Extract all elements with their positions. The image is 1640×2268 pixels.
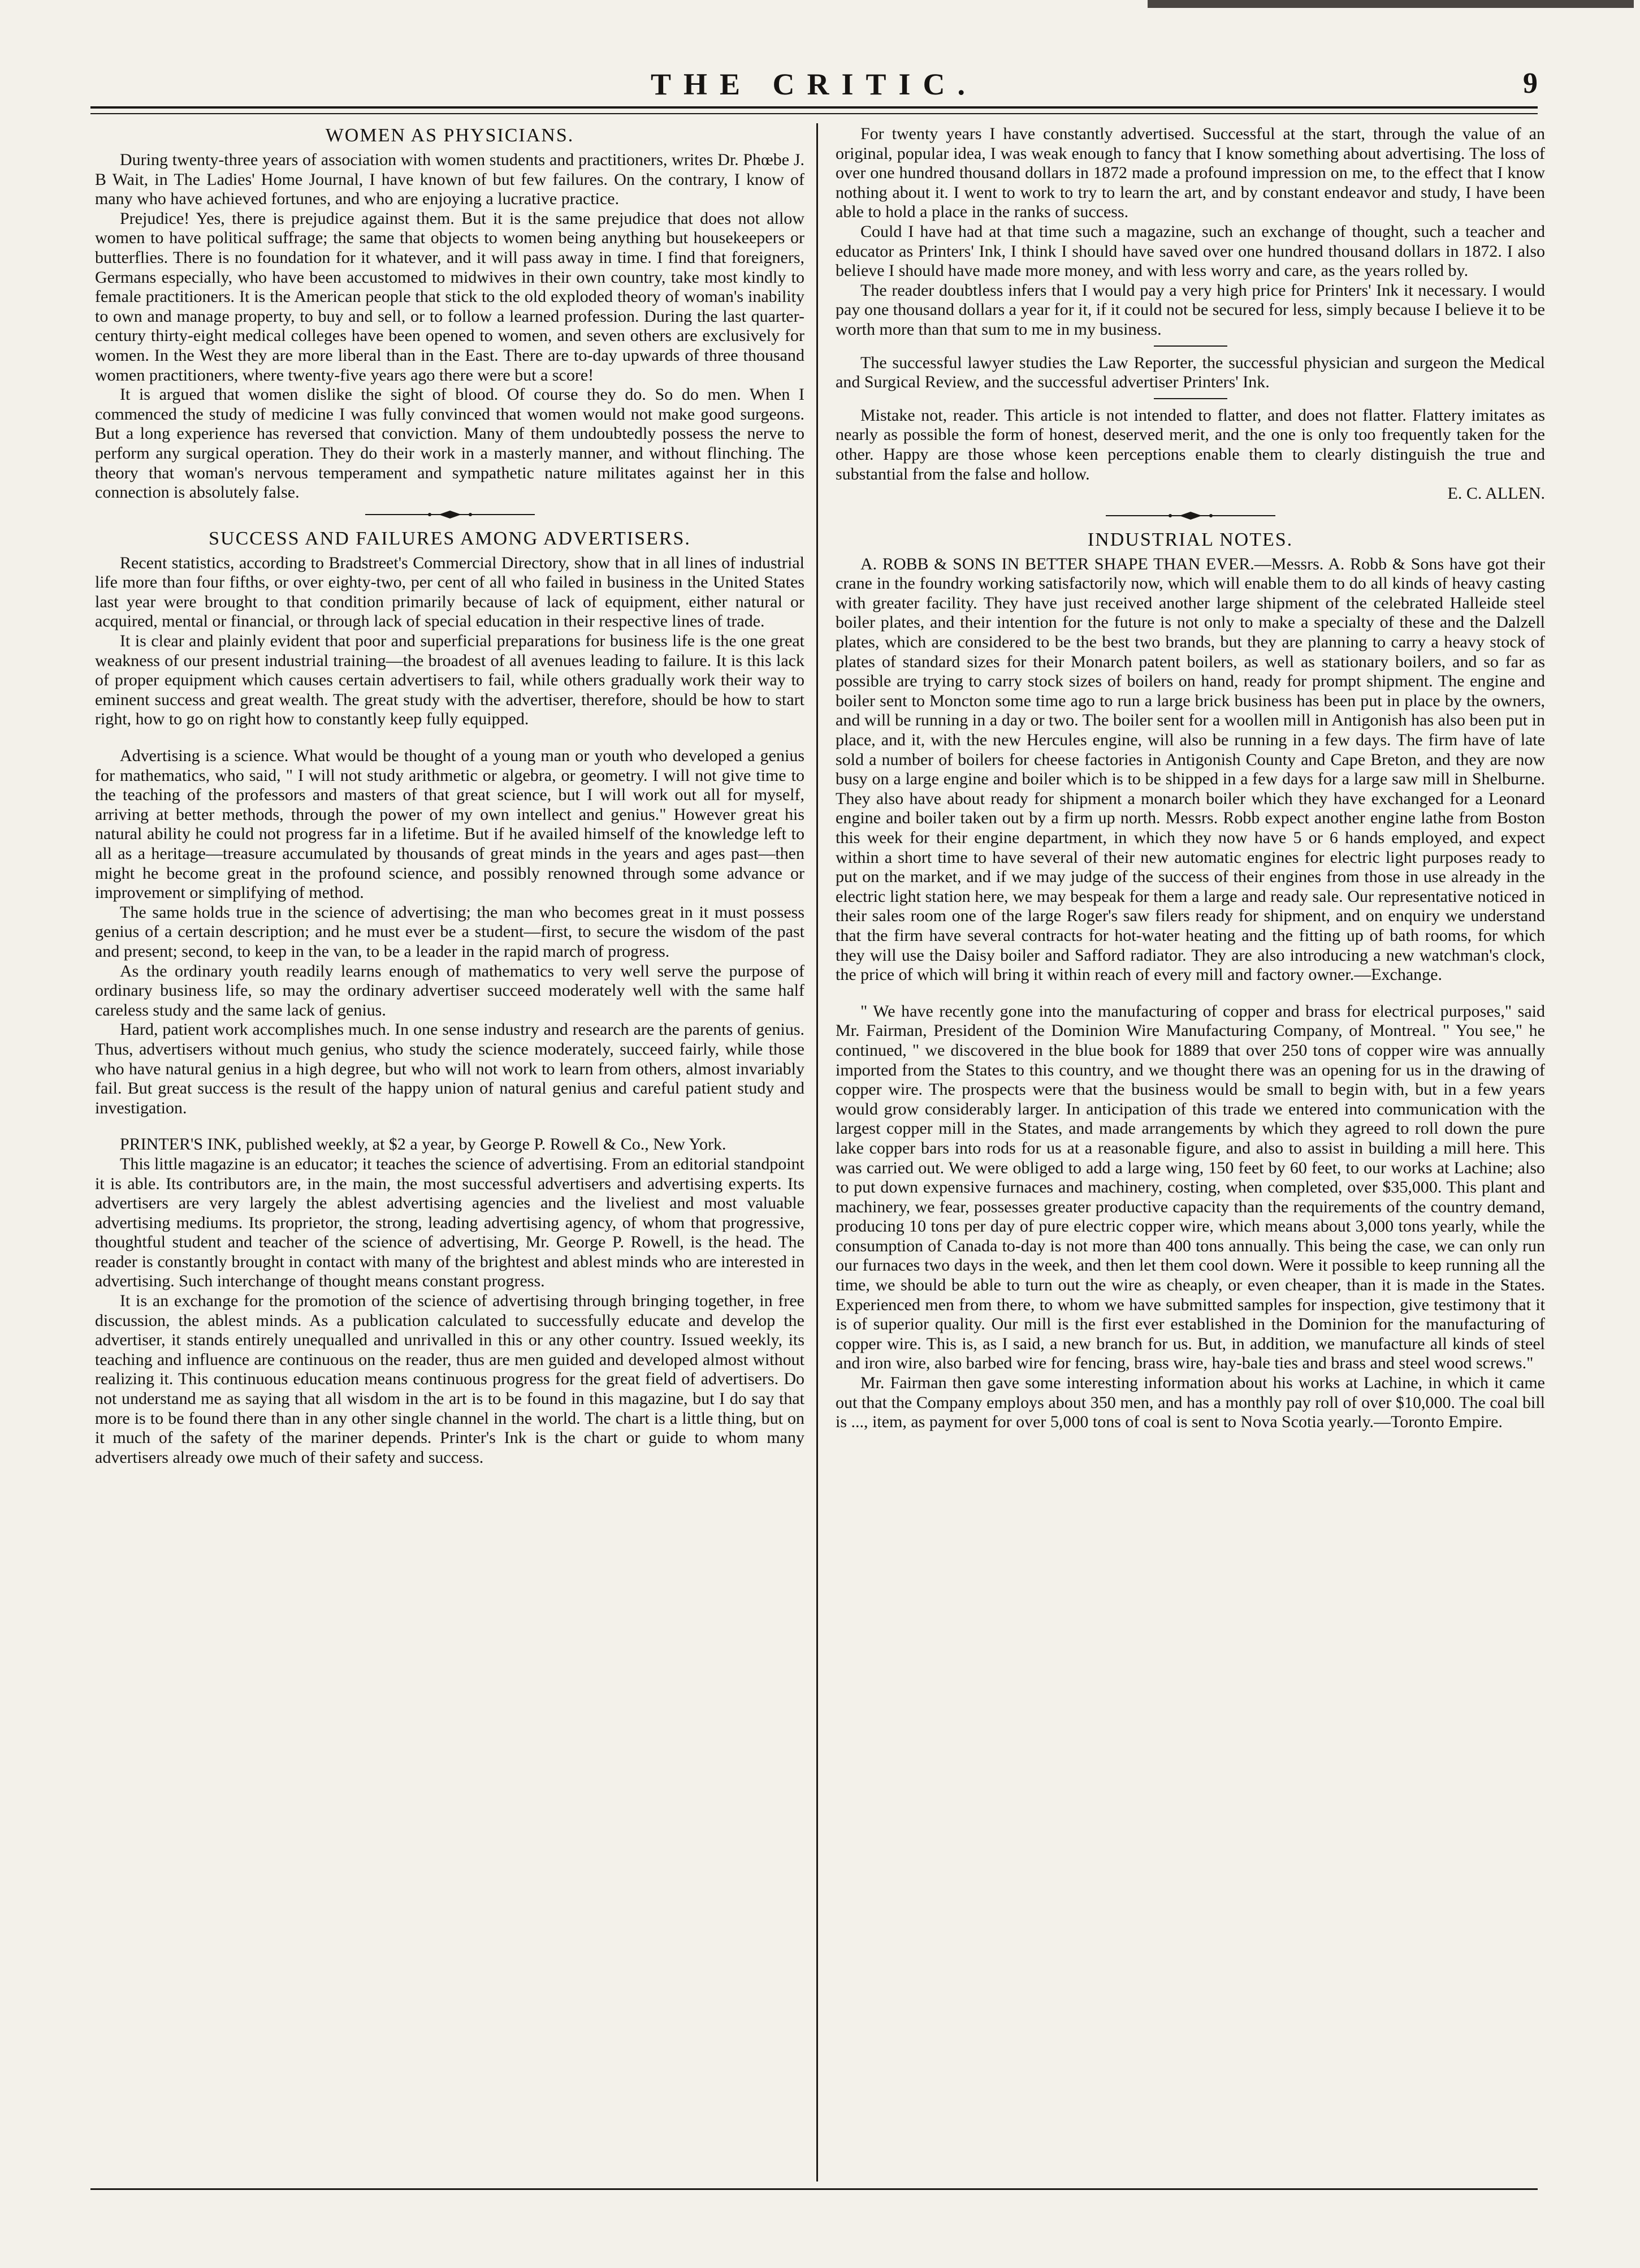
paragraph: For twenty years I have constantly advertised. Successful at the start, through the value of an original, popular idea, I was weak enough to fancy that I know something about advertising. The loss of over one hundred thousand dollars in 1872 made a profound impression on me, to the effect that I know nothing about it. I went to work to try to learn the art, and by constant endeavor and study, I have been able to hold a place in the ranks of success. bbox=[836, 124, 1545, 222]
paragraph: As the ordinary youth readily learns enough of mathematics to very well serve the purpose of ordinary business life, so may the ordinary advertiser succeed moderately well with the same half careless study and the same lack of genius. bbox=[95, 961, 804, 1019]
paragraph: This little magazine is an educator; it teaches the science of advertising. From an editorial standpoint it is able. Its contributors are, in the main, the most successful advertisers and advertising experts. Its advertisers are very largely the ablest advertising agencies and the liveliest and most valuable advertising mediums. Its proprietor, the strong, leading advertising agency, of whom that progressive, thoughtful student and teacher of the science of advertising, Mr. George P. Rowell, is the head. The reader is constantly brought in contact with many of the brightest and ablest minds who are interested in advertising. Such interchange of thought means constant progress. bbox=[95, 1154, 804, 1291]
separator-rule bbox=[1154, 345, 1227, 347]
paragraph: Recent statistics, according to Bradstreet's Commercial Directory, show that in all lines of industrial life more than four fifths, or over eighty-two, per cent of all who failed in business in the United States last year were brought to that condition primarily because of lack of equipment, either natural or acquired, mental or financial, or through lack of special education in their respective lines of trade. bbox=[95, 553, 804, 631]
paragraph: A. ROBB & SONS IN BETTER SHAPE THAN EVER.—Messrs. A. Robb & Sons have got their crane in the foundry working satisfactorily now, which will enable them to do all kinds of heavy casting with greater facility. They have just received another large shipment of the celebrated Halleide steel boiler plates, and their intention for the future is not only to make a specialty of these and the Dalzell plates, which are considered to be the best two brands, but they are planning to carry a heavy stock of plates of standard sizes for their Monarch patent boilers, as well as stationary boilers, and so far as possible are trying to carry stock sizes of boilers on hand, ready for prompt shipment. The engine and boiler sent to Moncton some time ago to run a large brick business has been put in place by the owners, and will be running in a day or two. The boiler sent for a woollen mill in Antigonish has also been put in place, and it, with the new Hercules engine, will also be running in a few days. The firm have of late sold a number of boilers for cheese factories in Antigonish County and Cape Breton, and they are now busy on a large engine and boiler which is to be shipped in a few days for a large saw mill in Shelburne. They also have about ready for shipment a monarch boiler which they have exchanged for a Leonard engine and boiler taken out by a firm up north. Messrs. Robb expect another engine lathe from Boston this week for their engine department, in which they now have 5 or 6 hands employed, and expect within a short time to have several of their new automatic engines for electric light purposes ready to put on the market, and if we may judge of the success of their engines from those in use already in the electric light station here, we may bespeak for them a large and ready sale. Our representative noticed in their sales room one of the large Roger's saw filers ready for shipment, and on enquiry we understand that the firm have several contracts for hot-water heating and the fitting up of bath rooms, for which they will use the Daisy boiler and Safford radiator. They are also introducing a new watchman's clock, the price of which will bring it within reach of every mill and factory owner.—Exchange. bbox=[836, 554, 1545, 984]
paragraph: Hard, patient work accomplishes much. In one sense industry and research are the parents of genius. Thus, advertisers without much genius, who study the science moderately, succeed fairly, while those who have natural genius in a high degree, but who will not work to learn from others, almost invariably fail. But great success is the result of the happy union of natural genius and careful patient study and investigation. bbox=[95, 1020, 804, 1117]
paragraph: It is an exchange for the promotion of the science of advertising through bringing together, in free discussion, the ablest minds. As a publication calculated to successfully educate and develop the advertiser, it stands entirely unequalled and unrivalled in this or any other country. Issued weekly, its teaching and influence are continuous on the reader, thus are men guided and developed almost without realizing it. This continuous education means continuous progress for the great field of advertisers. Do not understand me as saying that all wisdom in the art is to be found in this magazine, but I do say that more is to be found there than in any other single channel in the world. The chart is a little thing, but on it much of the safety of the mariner depends. Printer's Ink is the chart or guide to whom many advertisers already owe much of their safety and success. bbox=[95, 1291, 804, 1467]
article-heading-industrial-notes: INDUSTRIAL NOTES. bbox=[1087, 529, 1293, 550]
paragraph: Advertising is a science. What would be thought of a young man or youth who developed a genius for mathematics, who said, " I will not study arithmetic or algebra, or geometry. I will not give time to the teaching of the professors and masters of that great science, but I will work out all for myself, arriving at better methods, through the power of my own intellect and genius." However great his natural ability he could not progress far in a lifetime. But if he availed himself of the knowledge left to all as a heritage—treasure accumulated by thousands of great minds in the years and ages past—then might he become great in the profound science, and possibly renowned through some advance or improvement or simplifying of method. bbox=[95, 746, 804, 902]
paragraph: Mistake not, reader. This article is not intended to flatter, and does not flatter. Flattery imitates as nearly as possible the form of honest, deserved merit, and the one is only too frequently taken for the other. Happy are those whose keen perceptions enable them to clearly distinguish the true and substantial from the false and hollow. bbox=[836, 405, 1545, 483]
author-signature: E. C. ALLEN. bbox=[1447, 484, 1545, 503]
page-bottom-rule bbox=[90, 2188, 1538, 2190]
scan-edge-mark bbox=[1148, 0, 1634, 8]
article-heading-women-physicians: WOMEN AS PHYSICIANS. bbox=[325, 125, 574, 146]
paragraph: " We have recently gone into the manufacturing of copper and brass for electrical purposes," said Mr. Fairman, President of the Dominion Wire Manufacturing Company, of Montreal. " You see," he continued, " we discovered in the blue book for 1889 that over 250 tons of copper wire was annually imported from the States to this country, and we thought there was an opening for us in the drawing of copper wire. The prospects were that the business would be small to begin with, but in a few years would grow considerably larger. In anticipation of this trade we entered into communication with the largest copper mill in the States, and made arrangements by which they agreed to roll down the pure lake copper bars into rods for us at a reasonable figure, and also to assist in building a mill here. This was carried out. We were obliged to add a large wing, 150 feet by 60 feet, to our works at Lachine; also to put down expensive furnaces and machinery, costing, when completed, over $35,000. This plant and machinery, we fear, possesses greater productive capacity than the requirements of the country demand, producing 10 tons per day of pure electric copper wire, which means about 3,000 tons yearly, while the consumption of Canada to-day is not more than 400 tons annually. This being the case, we can only run our furnaces two days in the week, and then let them cool down. Were it possible to keep running all the time, we should be able to turn out the wire as cheaply, or even cheaper, than it is made in the States. Experienced men from there, to whom we have submitted samples for inspection, give testimony that it is of superior quality. Our mill is the first ever established in the Dominion for the manufacturing of copper wire. This is, as I said, a new branch for us. But, in addition, we manufacture all kinds of steel and iron wire, also barbed wire for fencing, brass wire, hay-bale ties and brass and steel wood screws." bbox=[836, 1001, 1545, 1373]
paragraph: Could I have had at that time such a magazine, such an exchange of thought, such a teacher and educator as Printers' Ink, I think I should have saved over one hundred thousand dollars in 1872. I also believe I should have made more money, and with less worry and care, as the years rolled by. bbox=[836, 222, 1545, 280]
left-column bbox=[95, 124, 804, 2183]
masthead-rule-thin bbox=[90, 113, 1538, 114]
paragraph-gap bbox=[836, 985, 1545, 1002]
article-heading-success-failures: SUCCESS AND FAILURES AMONG ADVERTISERS. bbox=[209, 528, 691, 549]
paragraph: It is clear and plainly evident that poor and superficial preparations for business life is the one great weakness of our present industrial training—the broadest of all avenues leading to failure. It is this lack of proper equipment which causes certain advertisers to fail, while others gradually work their way to eminent success and great wealth. The great study with the advertiser, therefore, should be how to start right, how to go on right how to constantly keep fully equipped. bbox=[95, 632, 804, 729]
right-column bbox=[836, 124, 1545, 2183]
masthead-rule-thick bbox=[90, 106, 1538, 109]
section-ornament bbox=[360, 509, 540, 520]
paragraph: PRINTER'S INK, published weekly, at $2 a year, by George P. Rowell & Co., New York. bbox=[120, 1135, 726, 1154]
paragraph: The reader doubtless infers that I would pay a very high price for Printers' Ink it necessary. I would pay one thousand dollars a year for it, if it could not be secured for less, simply because I believe it to be worth more than that sum to me in my business. bbox=[836, 280, 1545, 339]
separator-rule bbox=[1154, 398, 1227, 399]
paragraph: The same holds true in the science of advertising; the man who becomes great in it must possess genius of a certain description; and he must ever be a student—first, to secure the wisdom of the past and present; second, to keep in the van, to be a leader in the rapid march of progress. bbox=[95, 902, 804, 961]
publication-title: THE CRITIC. bbox=[650, 67, 978, 101]
signature-line bbox=[836, 484, 1545, 504]
paragraph-gap bbox=[95, 1118, 804, 1135]
paragraph: Mr. Fairman then gave some interesting information about his works at Lachine, in which it came out that the Company employs about 350 men, and has a monthly pay roll of over $10,000. The coal bill is ..., item, as payment for over 5,000 tons of coal is sent to Nova Scotia yearly.—Toronto Empire. bbox=[836, 1373, 1545, 1432]
paragraph: During twenty-three years of association with women students and practitioners, writes Dr. Phœbe J. B Wait, in The Ladies' Home Journal, I have known of but few failures. On the contrary, I know of many who have achieved fortunes, and who are enjoying a lucrative practice. bbox=[95, 150, 804, 209]
column-divider bbox=[816, 123, 818, 2181]
paragraph-gap bbox=[95, 729, 804, 746]
paragraph: Prejudice! Yes, there is prejudice against them. But it is the same prejudice that does not allow women to have political suffrage; the same that objects to women being anything but housekeepers or butterflies. There is no foundation for it whatever, and it will pass away in time. I find that foreigners, Germans especially, who have been accustomed to midwives in their own country, take most kindly to female practitioners. It is the American people that stick to the old exploded theory of woman's inability to own and manage property, to buy and sell, or to follow a learned profession. During the last quarter-century thirty-eight medical colleges have been opened to women, and seven others are exclusively for women. In the West they are more liberal than in the East. There are to-day upwards of three thousand women practitioners, where twenty-five years ago there were but a score! bbox=[95, 209, 804, 385]
section-ornament bbox=[1100, 511, 1281, 521]
paragraph: It is argued that women dislike the sight of blood. Of course they do. So do men. When I commenced the study of medicine I was fully convinced that women would not make good surgeons. But a long experience has reversed that conviction. Many of them undoubtedly possess the nerve to perform any surgical operation. They do their work in a masterly manner, and without flinching. The theory that woman's nervous temperament and sympathetic nature militates against her in this connection is absolutely false. bbox=[95, 385, 804, 502]
paragraph: The successful lawyer studies the Law Reporter, the successful physician and surgeon the Medical and Surgical Review, and the successful advertiser Printers' Ink. bbox=[836, 353, 1545, 392]
masthead bbox=[90, 67, 1538, 112]
page-number: 9 bbox=[1523, 67, 1538, 100]
